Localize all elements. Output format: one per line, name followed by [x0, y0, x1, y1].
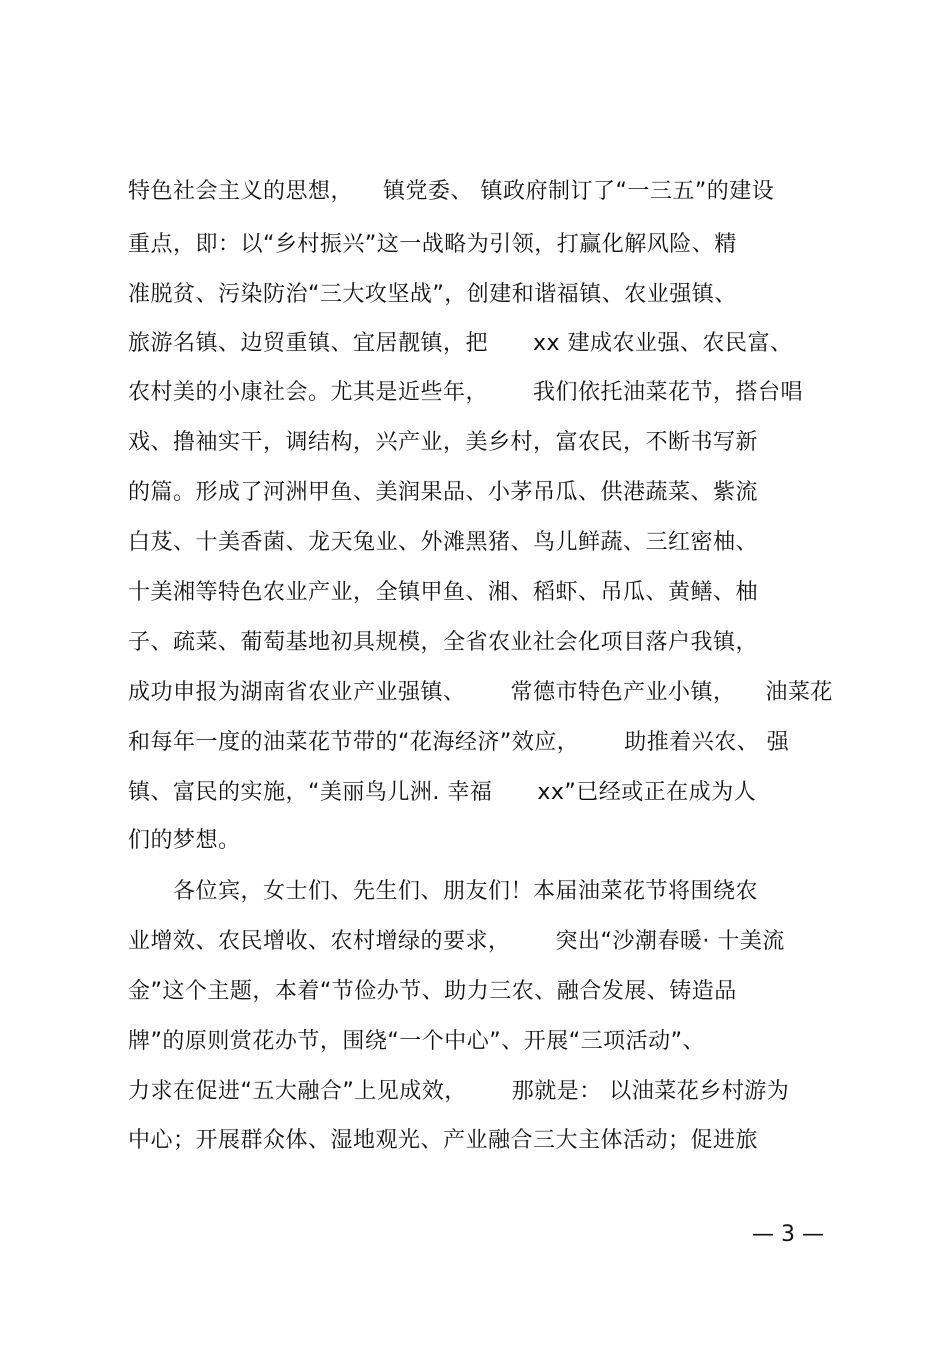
- page-number: — 3 —: [752, 1222, 824, 1247]
- text-line: 戏、撸袖实干，调结构，兴产业，美乡村，富农民，不断书写新: [128, 430, 759, 455]
- text-line: 的篇。形成了河洲甲鱼、美润果品、小茅吊瓜、供港蔬菜、紫流: [128, 480, 759, 505]
- text-line: 牌”的原则赏花办节，围绕“一个中心”、开展“三项活动”、: [128, 1029, 705, 1054]
- text-line: 和每年一度的油菜花节带的“花海经济”效应， 助推着兴农、 强: [128, 730, 790, 755]
- text-line: 力求在促进“五大融合”上见成效， 那就是： 以油菜花乡村游为: [128, 1079, 790, 1104]
- text-line: 业增效、农民增收、农村增绿的要求， 突出“沙潮春暖· 十美流: [128, 929, 785, 954]
- text-line: 旅游名镇、边贸重镇、宜居靓镇，把 xx 建成农业强、农民富、: [128, 331, 793, 356]
- text-line: 各位宾，女士们、先生们、朋友们！本届油菜花节将围绕农: [128, 879, 758, 904]
- text-line: 成功申报为湖南省农业产业强镇、 常德市特色产业小镇， 油菜花: [128, 680, 833, 705]
- text-line: 十美湘等特色农业产业，全镇甲鱼、湘、稻虾、吊瓜、黄鳝、柚: [128, 580, 759, 605]
- text-line: 镇、富民的实施，“美丽鸟儿洲. 幸福 xx”已经或正在成为人: [128, 780, 757, 805]
- text-line: 白芨、十美香菌、龙天兔业、外滩黑猪、鸟儿鲜蔬、三红密柚、: [128, 530, 759, 555]
- text-line: 中心；开展群众体、湿地观光、产业融合三大主体活动；促进旅: [128, 1128, 759, 1153]
- text-line: 农村美的小康社会。尤其是近些年， 我们依托油菜花节，搭台唱: [128, 380, 803, 405]
- text-line: 子、疏菜、葡萄基地初具规模，全省农业社会化项目落户我镇，: [128, 630, 759, 655]
- text-line: 金”这个主题，本着“节俭办节、助力三农、融合发展、铸造品: [128, 979, 737, 1004]
- text-line: 重点，即：以“乡村振兴”这一战略为引领，打赢化解风险、精: [128, 232, 737, 257]
- text-line: 准脱贫、污染防治“三大攻坚战”，创建和谐福镇、农业强镇、: [128, 282, 737, 307]
- text-line: 们的梦想。: [128, 828, 241, 853]
- text-line: 特色社会主义的思想， 镇党委、 镇政府制订了“一三五”的建设: [128, 179, 775, 204]
